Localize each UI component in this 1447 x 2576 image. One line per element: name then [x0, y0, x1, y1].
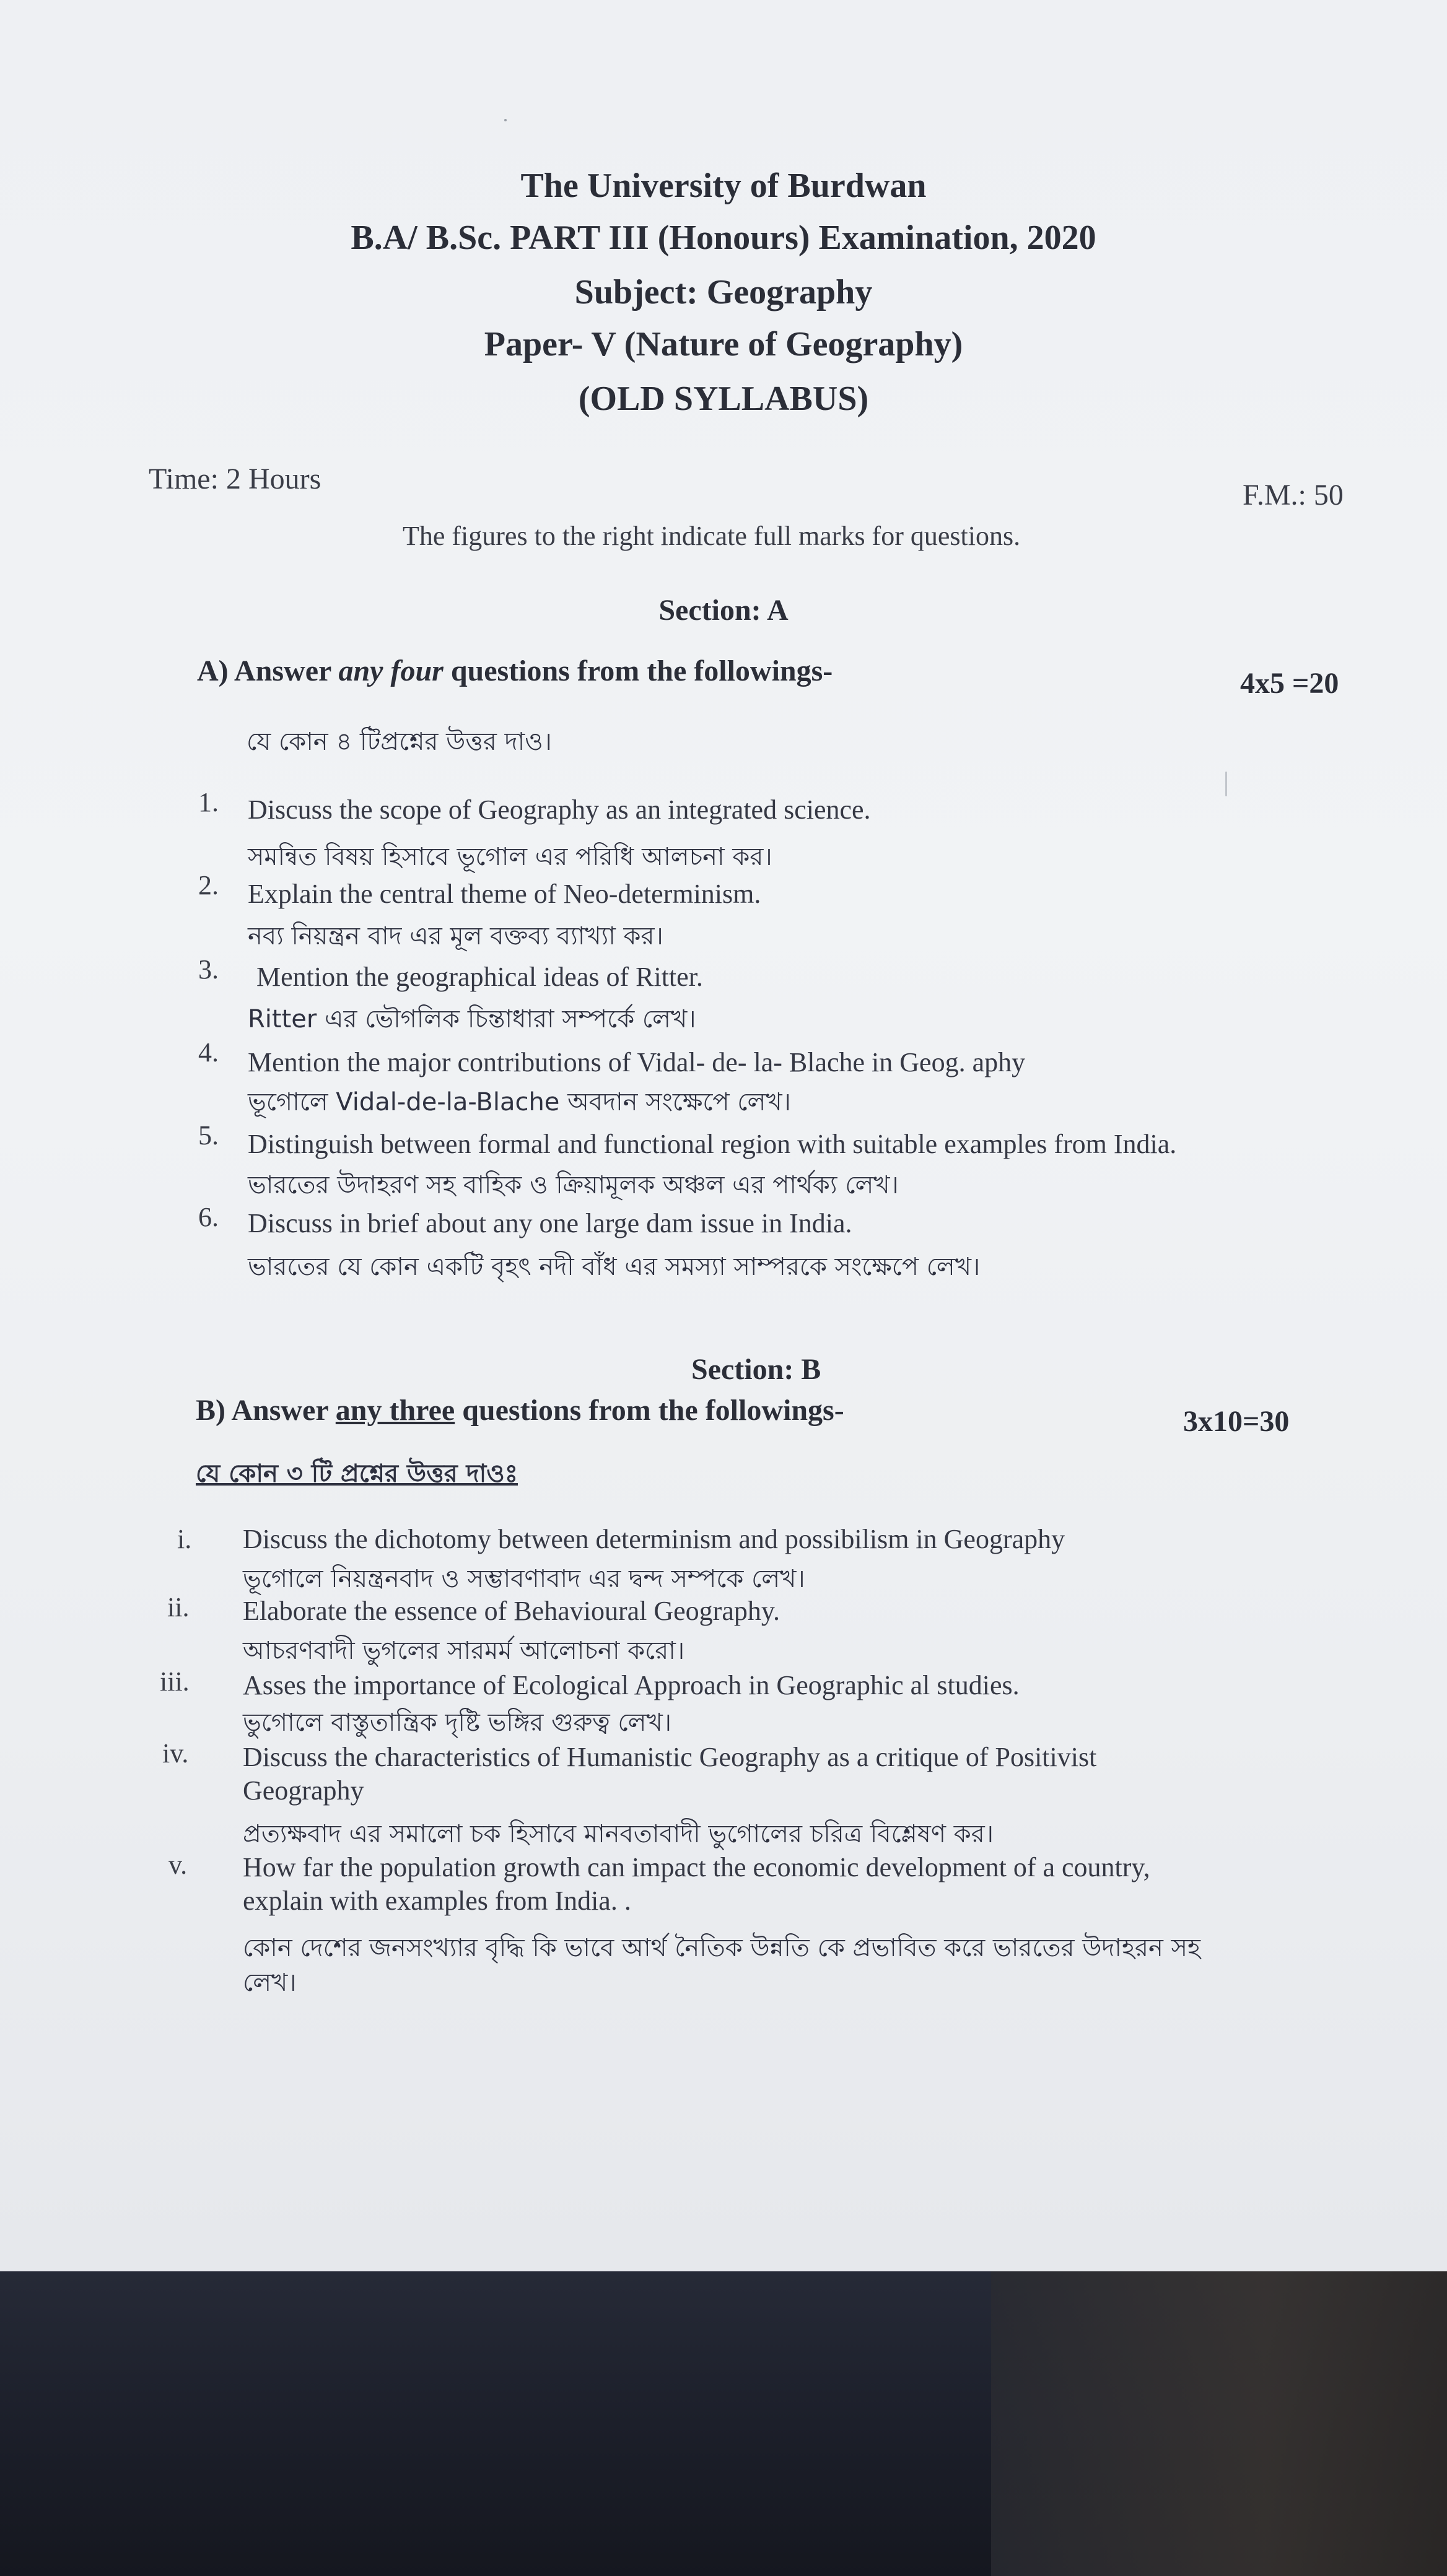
section-b-bengali-instruction: যে কোন ৩ টি প্রশ্নের উত্তর দাওঃ — [196, 1460, 518, 1488]
question-text-bengali: ভুগোলে বাস্তুতান্ত্রিক দৃষ্টি ভঙ্গির গুরুত্ব লেখ। — [243, 1708, 672, 1737]
exam-title: B.A/ B.Sc. PART III (Honours) Examination, 2020 — [351, 219, 1096, 257]
question-text-bengali: ভূগোলে নিয়ন্ত্রনবাদ ও সম্ভাবণাবাদ এর দ্বন্দ সম্পকে লেখ। — [243, 1565, 805, 1593]
question-number: 6. — [198, 1202, 219, 1232]
section-a-marks: 4x5 =20 — [1240, 667, 1339, 700]
section-b-title: Section: B — [691, 1353, 821, 1386]
question-text-english-continued: explain with examples from India. . — [243, 1886, 631, 1916]
full-marks: F.M.: 50 — [1243, 479, 1344, 511]
question-text-english: Discuss the dichotomy between determinism and possibilism in Geography — [243, 1524, 1065, 1554]
university-name: The University of Burdwan — [520, 167, 927, 205]
subject-line: Subject: Geography — [574, 273, 873, 311]
question-text-english: Mention the geographical ideas of Ritter. — [256, 962, 703, 992]
paper-speck — [504, 119, 507, 121]
question-text-bengali-continued: লেখ। — [243, 1969, 297, 1997]
question-number: v. — [168, 1850, 188, 1880]
paper-line: Paper- V (Nature of Geography) — [484, 325, 963, 363]
question-text-english: Mention the major contributions of Vidal- de- la- Blache in Geog. aphy — [248, 1047, 1026, 1077]
question-text-bengali: কোন দেশের জনসংখ্যার বৃদ্ধি কি ভাবে আর্থ নৈতিক উন্নতি কে প্রভাবিত করে ভারতের উদাহরন সহ — [243, 1934, 1201, 1962]
syllabus-line: (OLD SYLLABUS) — [578, 380, 869, 418]
question-text-english: Discuss the characteristics of Humanistic Geography as a critique of Positivist — [243, 1742, 1097, 1772]
question-text-bengali: নব্য নিয়ন্ত্রন বাদ এর মূল বক্তব্য ব্যাখ্যা কর। — [248, 922, 663, 951]
question-text-bengali: প্রত্যক্ষবাদ এর সমালো চক হিসাবে মানবতাবাদী ভুগোলের চরিত্র বিশ্লেষণ কর। — [243, 1820, 994, 1848]
question-number: 1. — [198, 787, 219, 817]
question-text-bengali: Ritter এর ভৌগলিক চিন্তাধারা সম্পর্কে লেখ। — [248, 1005, 696, 1033]
question-text-bengali: আচরণবাদী ভুগলের সারমর্ম আলোচনা করো। — [243, 1637, 685, 1665]
section-a-title: Section: A — [658, 594, 789, 627]
question-text-bengali: সমন্বিত বিষয় হিসাবে ভূগোল এর পরিধি আলচনা কর। — [248, 843, 772, 871]
marks-note: The figures to the right indicate full marks for questions. — [403, 521, 1021, 551]
section-b-instruction: B) Answer any three questions from the followings- — [196, 1394, 844, 1427]
desk-background — [0, 2271, 1447, 2576]
question-number: 5. — [198, 1120, 219, 1151]
question-text-english: How far the population growth can impact the economic development of a country, — [243, 1852, 1150, 1882]
question-text-bengali: ভূগোলে Vidal-de-la-Blache অবদান সংক্ষেপে লেখ। — [248, 1088, 791, 1116]
question-number: ii. — [167, 1592, 190, 1622]
question-text-english: Asses the importance of Ecological Approach in Geographic al studies. — [243, 1670, 1020, 1700]
question-text-bengali: ভারতের যে কোন একটি বৃহৎ নদী বাঁধ এর সমস্যা সাম্পরকে সংক্ষেপে লেখ। — [248, 1253, 981, 1281]
question-text-bengali: ভারতের উদাহরণ সহ বাহিক ও ক্রিয়ামূলক অঞ্চল এর পার্থক্য লেখ। — [248, 1171, 899, 1199]
question-text-english: Distinguish between formal and functional region with suitable examples from India. — [248, 1129, 1177, 1159]
section-a-bengali-instruction: যে কোন ৪ টিপ্রশ্নের উত্তর দাও। — [247, 728, 552, 756]
question-text-english: Elaborate the essence of Behavioural Geography. — [243, 1596, 780, 1626]
question-number: 2. — [198, 870, 219, 900]
fabric-shadow — [991, 2271, 1447, 2576]
time-allowed: Time: 2 Hours — [149, 463, 321, 495]
question-text-english-continued: Geography — [243, 1775, 364, 1806]
question-text-english: Explain the central theme of Neo-determinism. — [248, 879, 761, 909]
question-number: 4. — [198, 1037, 219, 1068]
section-b-marks: 3x10=30 — [1183, 1405, 1290, 1438]
question-text-english: Discuss the scope of Geography as an integrated science. — [248, 794, 871, 825]
question-number: iii. — [160, 1666, 190, 1697]
question-text-english: Discuss in brief about any one large dam issue in India. — [248, 1208, 852, 1238]
question-number: i. — [177, 1524, 192, 1554]
question-number: 3. — [198, 954, 219, 985]
paper-mark — [1225, 772, 1227, 796]
question-number: iv. — [162, 1738, 189, 1769]
section-a-instruction: A) Answer any four questions from the followings- — [197, 655, 833, 687]
